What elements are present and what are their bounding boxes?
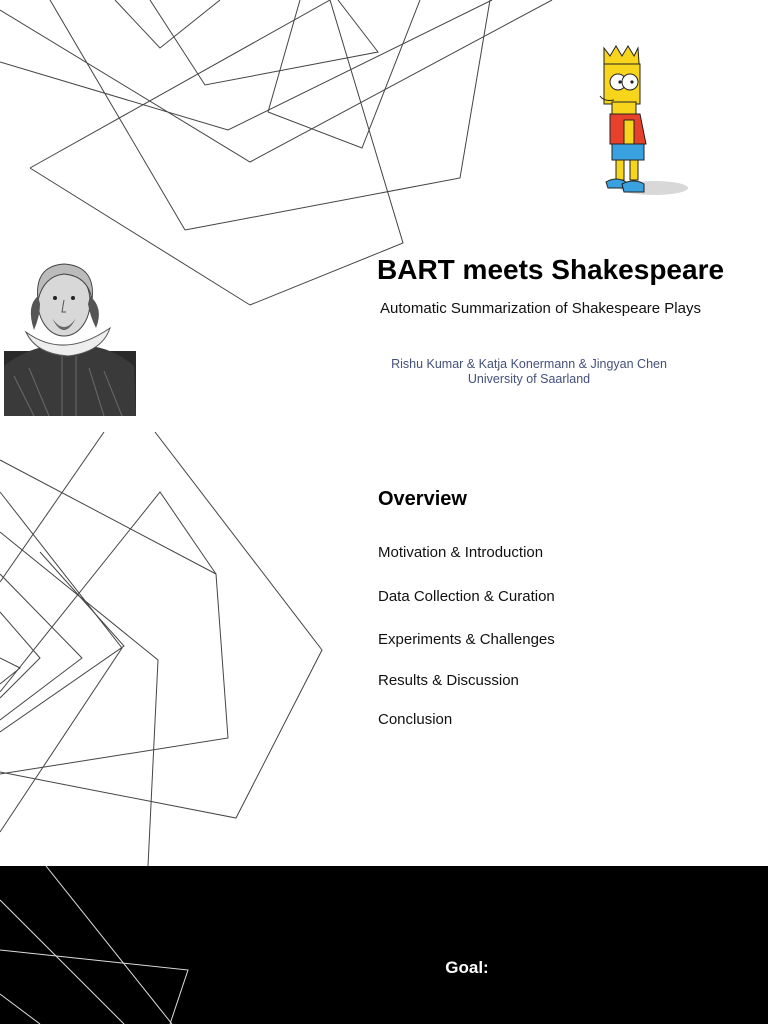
overview-item: Data Collection & Curation xyxy=(378,588,555,605)
overview-item: Motivation & Introduction xyxy=(378,544,544,561)
author-block xyxy=(380,357,678,387)
overview-item: Results & Discussion xyxy=(378,672,519,689)
bart-simpson-image xyxy=(596,44,692,198)
author-affiliation: University of Saarland xyxy=(467,372,591,386)
decorative-line-pattern xyxy=(0,866,768,1024)
goal-heading: Goal: xyxy=(445,958,489,977)
author-names: Rishu Kumar & Katja Konermann & Jingyan Chen xyxy=(391,357,667,371)
presentation-title: BART meets Shakespeare xyxy=(377,254,725,285)
overview-item: Experiments & Challenges xyxy=(378,631,555,648)
overview-slide xyxy=(0,432,768,866)
overview-heading: Overview xyxy=(378,488,467,510)
title-slide xyxy=(0,0,768,432)
presentation-subtitle: Automatic Summarization of Shakespeare Plays xyxy=(380,300,701,317)
goal-slide xyxy=(0,866,768,1024)
shakespeare-portrait xyxy=(4,256,136,416)
overview-item: Conclusion xyxy=(378,711,453,728)
